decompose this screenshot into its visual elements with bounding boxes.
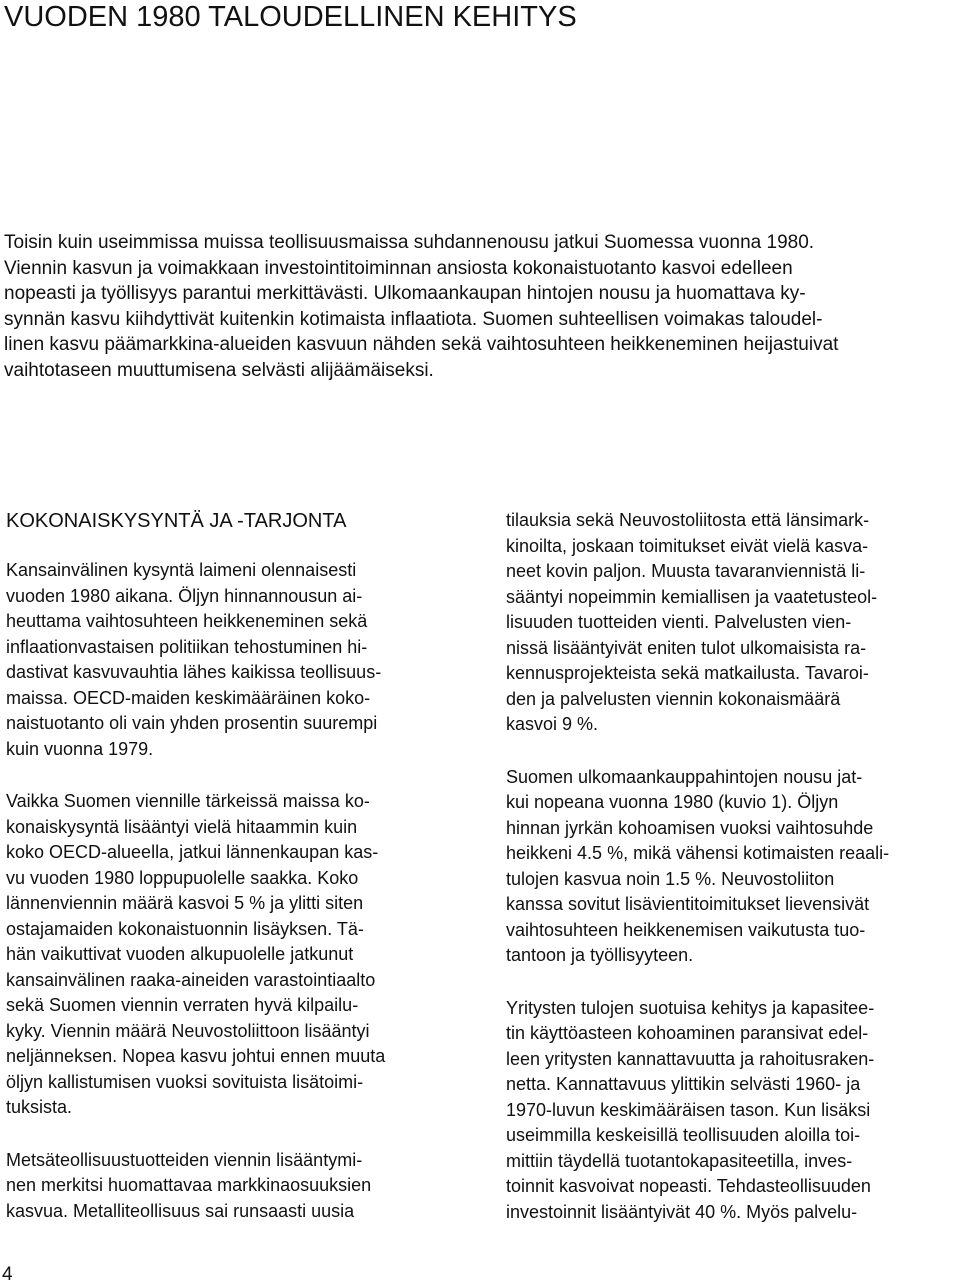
text-line: investoinnit lisääntyivät 40 %. Myös palvelu- bbox=[506, 1201, 858, 1222]
text-line: heuttama vaihtosuhteen heikkeneminen sekä bbox=[6, 611, 368, 631]
page-number: 4 bbox=[2, 1264, 13, 1285]
paragraph bbox=[6, 789, 462, 1121]
text-line: Metsäteollisuustuotteiden viennin lisääntymi- bbox=[6, 1149, 363, 1170]
text-line: nen merkitsi huomattavaa markkinaosuuksien bbox=[6, 1175, 372, 1195]
paragraph bbox=[6, 1148, 462, 1225]
intro-line: Viennin kasvun ja voimakkaan investointitoiminnan ansiosta kokonaistuotanto kasvoi edelleen bbox=[4, 257, 793, 279]
text-line: toinnit kasvoivat nopeasti. Tehdasteollisuuden bbox=[506, 1176, 871, 1196]
text-line: kasvoi 9 %. bbox=[506, 714, 599, 734]
text-line: tin käyttöasteen kohoaminen paransivat edel- bbox=[506, 1023, 869, 1043]
text-line: netta. Kannattavuus ylittikin selvästi 1960- ja bbox=[506, 1074, 861, 1094]
text-line: useimmilla keskeisillä teollisuuden aloilla toi- bbox=[506, 1125, 861, 1145]
text-line: ostajamaiden kokonaistuonnin lisäyksen. Tä- bbox=[6, 918, 364, 939]
section-heading: KOKONAISKYSYNTÄ JA -TARJONTA bbox=[6, 510, 347, 532]
text-line: sekä Suomen viennin verraten hyvä kilpailu- bbox=[6, 995, 359, 1015]
text-line: den ja palvelusten viennin kokonaismäärä bbox=[506, 688, 841, 709]
text-line: inflaationvastaisen politiikan tehostuminen hi- bbox=[6, 636, 368, 657]
paragraph bbox=[506, 508, 958, 738]
text-line: leen yritysten kannattavuutta ja rahoitusraken- bbox=[506, 1048, 875, 1069]
text-line: vuoden 1980 aikana. Öljyn hinnannousun ai- bbox=[6, 585, 363, 606]
text-line: tantoon ja työllisyyteen. bbox=[506, 945, 694, 965]
intro-paragraph bbox=[4, 230, 958, 383]
text-line: Suomen ulkomaankauppahintojen nousu jat- bbox=[506, 766, 863, 787]
text-line: tilauksia sekä Neuvostoliitosta että länsimark- bbox=[506, 510, 870, 530]
text-line: mittiin täydellä tuotantokapasiteetilla, inves- bbox=[506, 1150, 853, 1171]
intro-line: linen kasvu päämarkkina-alueiden kasvuun nähden sekä vaihtosuhteen heikkeneminen heijastuivat bbox=[4, 334, 839, 355]
text-line: tuksista. bbox=[6, 1097, 73, 1117]
paragraph bbox=[6, 558, 462, 762]
intro-line: Toisin kuin useimmissa muissa teollisuusmaissa suhdannenousu jatkui Suomessa vuonna 1980. bbox=[4, 232, 815, 253]
text-line: kuin vuonna 1979. bbox=[6, 738, 154, 759]
right-column bbox=[506, 508, 958, 1252]
text-line: neljänneksen. Nopea kasvu johtui ennen muuta bbox=[6, 1046, 386, 1066]
paragraph bbox=[506, 996, 958, 1226]
text-line: kennusprojekteista sekä matkailusta. Tavaroi- bbox=[506, 663, 869, 683]
text-line: vu vuoden 1980 loppupuolelle saakka. Koko bbox=[6, 867, 359, 888]
text-line: tulojen kasvua noin 1.5 %. Neuvostoliiton bbox=[506, 868, 835, 889]
text-line: dastivat kasvuvauhtia lähes kaikissa teollisuus- bbox=[6, 662, 382, 682]
text-line: konaiskysyntä lisääntyi vielä hitaammin kuin bbox=[6, 816, 358, 837]
left-column bbox=[6, 508, 462, 1251]
right-column-body bbox=[506, 508, 958, 1225]
text-line: sääntyi nopeimmin kemiallisen ja vaatetusteol- bbox=[506, 586, 878, 607]
text-line: Yritysten tulojen suotuisa kehitys ja kapasitee- bbox=[506, 997, 875, 1018]
text-line: öljyn kallistumisen vuoksi sovituista lisätoimi- bbox=[6, 1071, 364, 1092]
text-line: neet kovin paljon. Muusta tavaranviennistä li- bbox=[506, 561, 866, 581]
text-line: vaihtosuhteen heikkenemisen vaikutusta tuo- bbox=[506, 919, 866, 940]
intro-line: vaihtotaseen muuttumisena selvästi alijäämäiseksi. bbox=[4, 359, 434, 381]
text-line: kinoilta, joskaan toimitukset eivät vielä kasva- bbox=[506, 535, 869, 556]
text-line: Kansainvälinen kysyntä laimeni olennaisesti bbox=[6, 560, 357, 580]
text-line: maissa. OECD-maiden keskimääräinen koko- bbox=[6, 687, 371, 708]
intro-line: nopeasti ja työllisyys parantui merkittävästi. Ulkomaankaupan hintojen nousu ja huomattava ky- bbox=[4, 283, 806, 304]
text-line: heikkeni 4.5 %, mikä vähensi kotimaisten reaali- bbox=[506, 843, 890, 863]
text-line: kui nopeana vuonna 1980 (kuvio 1). Öljyn bbox=[506, 792, 839, 812]
text-line: lisuuden tuotteiden vienti. Palvelusten vien- bbox=[506, 612, 852, 632]
text-line: kansainvälinen raaka-aineiden varastointiaalto bbox=[6, 969, 376, 990]
text-line: hän vaikuttivat vuoden alkupuolelle jatkunut bbox=[6, 944, 354, 964]
text-line: lännenviennin määrä kasvoi 5 % ja ylitti siten bbox=[6, 893, 364, 913]
text-line: Vaikka Suomen viennille tärkeissä maissa ko- bbox=[6, 791, 370, 811]
text-line: nissä lisääntyivät eniten tulot ulkomaisista ra- bbox=[506, 637, 867, 658]
text-line: kasvua. Metalliteollisuus sai runsaasti uusia bbox=[6, 1200, 355, 1221]
left-column-body bbox=[6, 558, 462, 1224]
page-title: VUODEN 1980 TALOUDELLINEN KEHITYS bbox=[4, 1, 577, 33]
text-line: 1970-luvun keskimääräisen tason. Kun lisäksi bbox=[506, 1099, 871, 1120]
text-line: hinnan jyrkän kohoamisen vuoksi vaihtosuhde bbox=[506, 817, 874, 838]
intro-line: synnän kasvu kiihdyttivät kuitenkin kotimaista inflaatiota. Suomen suhteellisen voimakas taloudel- bbox=[4, 308, 823, 330]
paragraph bbox=[506, 765, 958, 969]
text-line: kyky. Viennin määrä Neuvostoliittoon lisääntyi bbox=[6, 1020, 370, 1041]
text-line: kanssa sovitut lisävientitoimitukset lievensivät bbox=[506, 894, 870, 914]
text-line: naistuotanto oli vain yhden prosentin suurempi bbox=[6, 713, 378, 733]
text-line: koko OECD-alueella, jatkui lännenkaupan kas- bbox=[6, 842, 379, 862]
